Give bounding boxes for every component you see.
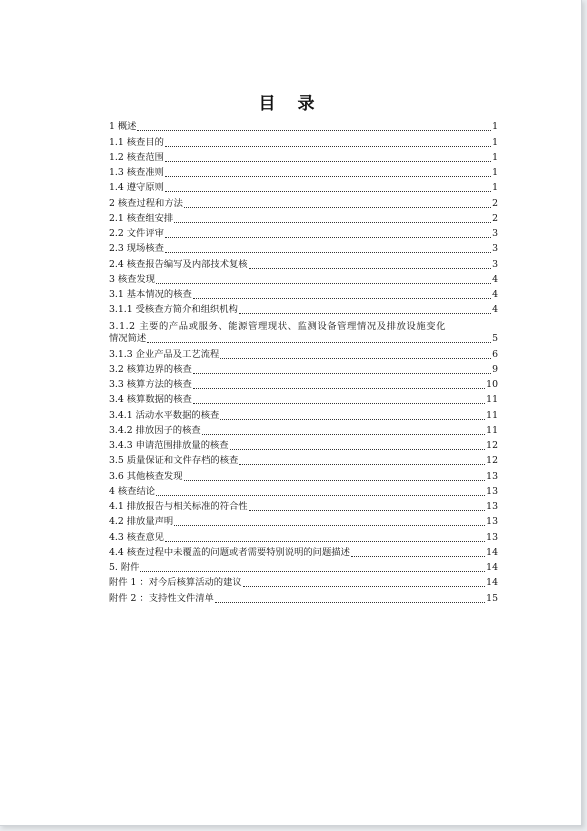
toc-entry[interactable] — [109, 513, 498, 528]
toc-leader — [249, 510, 486, 511]
toc-entry-page: 13 — [486, 501, 498, 512]
toc-entry-text: 1.4 遵守原则 — [109, 182, 164, 194]
toc-leader — [140, 571, 485, 572]
toc-leader — [165, 252, 491, 253]
toc-entry-text: 3.3 核算方法的核查 — [109, 379, 192, 390]
toc-entry-page: 13 — [486, 485, 498, 497]
toc-entry-page: 13 — [486, 470, 498, 482]
toc-entry[interactable] — [109, 194, 498, 209]
page-title: 目 录 — [258, 94, 323, 114]
toc-entry[interactable] — [109, 559, 498, 574]
toc-entry-text: 4.4 核查过程中未覆盖的问题或者需要特别说明的问题描述 — [109, 546, 350, 558]
toc-entry-page: 9 — [492, 363, 498, 375]
toc-entry-text: 3.1.2 主要的产品或服务、能源管理现状、监测设备管理情况及排放设施变化 — [109, 321, 447, 333]
toc-leader — [220, 358, 491, 359]
toc-leader — [165, 191, 491, 192]
toc-leader — [351, 556, 485, 557]
toc-entry-page: 13 — [486, 531, 498, 543]
toc-entry-page: 1 — [492, 151, 498, 163]
toc-entry-page: 1 — [492, 182, 498, 194]
toc-entry-page: 11 — [486, 409, 498, 421]
toc-entry-text-continued: 情况简述 — [109, 333, 147, 345]
toc-entry-page: 1 — [492, 136, 498, 148]
toc-leader — [230, 449, 486, 450]
toc-entry[interactable] — [109, 544, 498, 559]
toc-entry[interactable] — [109, 452, 498, 467]
toc-entry-text: 3.4 核算数据的核查 — [109, 394, 192, 406]
toc-entry-text: 附件 2 ：支持性文件清单 — [109, 592, 214, 604]
toc-entry[interactable] — [109, 574, 498, 589]
toc-entry[interactable] — [109, 286, 498, 301]
toc-entry-page: 2 — [492, 212, 498, 224]
toc-entry-page: 11 — [486, 424, 498, 436]
table-of-contents — [109, 118, 498, 605]
toc-entry-page: 11 — [486, 394, 498, 406]
toc-entry[interactable] — [109, 422, 498, 437]
toc-entry-page: 14 — [486, 577, 498, 589]
toc-entry[interactable] — [109, 133, 498, 148]
toc-leader — [249, 268, 491, 269]
toc-entry-page: 4 — [492, 289, 498, 300]
toc-entry-text: 3.4.2 排放因子的核查 — [109, 424, 201, 436]
toc-leader — [239, 313, 491, 314]
toc-leader — [243, 586, 485, 587]
toc-entry-page: 14 — [486, 546, 498, 558]
toc-entry[interactable] — [109, 316, 498, 345]
toc-leader — [215, 602, 485, 603]
toc-entry-page: 1 — [492, 121, 498, 133]
toc-entry-text: 4.3 核查意见 — [109, 531, 164, 543]
toc-entry-text: 附件 1 ：对今后核算活动的建议 — [109, 577, 242, 589]
toc-entry-second-line — [109, 333, 498, 345]
toc-entry[interactable] — [109, 483, 498, 498]
toc-leader — [165, 237, 491, 238]
toc-entry[interactable] — [109, 498, 498, 513]
toc-leader — [202, 434, 485, 435]
toc-entry[interactable] — [109, 271, 498, 286]
toc-entry-page: 15 — [486, 592, 498, 604]
toc-entry-text: 4 核查结论 — [109, 485, 156, 497]
toc-entry-text: 3.1.1 受核查方简介和组织机构 — [109, 304, 238, 316]
toc-entry-page: 2 — [492, 197, 498, 209]
toc-leader — [174, 525, 485, 526]
toc-leader — [220, 419, 485, 420]
toc-entry[interactable] — [109, 118, 498, 133]
toc-entry-page: 12 — [486, 455, 498, 467]
toc-entry-text: 3 核查发现 — [109, 273, 156, 285]
toc-entry[interactable] — [109, 437, 498, 452]
toc-leader — [174, 222, 491, 223]
toc-entry-page: 6 — [492, 348, 498, 360]
toc-entry-wrapped — [109, 321, 498, 345]
toc-entry[interactable] — [109, 301, 498, 316]
toc-entry-page: 14 — [486, 562, 498, 573]
toc-entry-text: 2 核查过程和方法 — [109, 197, 183, 209]
toc-entry[interactable] — [109, 391, 498, 406]
toc-entry[interactable] — [109, 164, 498, 179]
toc-leader — [156, 283, 491, 284]
toc-entry-text: 3.6 其他核查发现 — [109, 470, 183, 482]
toc-leader — [165, 176, 491, 177]
toc-entry-text: 1.2 核查范围 — [109, 151, 164, 163]
toc-entry-page: 5 — [492, 333, 498, 345]
toc-leader — [156, 495, 485, 496]
toc-entry-page: 3 — [492, 228, 498, 239]
toc-leader — [137, 130, 491, 131]
toc-leader — [193, 388, 485, 389]
toc-entry[interactable] — [109, 406, 498, 421]
toc-entry[interactable] — [109, 240, 498, 255]
toc-entry-text: 1.1 核查目的 — [109, 136, 164, 148]
toc-entry-text: 2.2 文件评审 — [109, 228, 164, 239]
toc-entry-text: 3.4.3 申请范围排放量的核查 — [109, 440, 229, 451]
toc-leader — [147, 342, 491, 343]
toc-entry-text: 3.2 核算边界的核查 — [109, 363, 192, 375]
toc-entry[interactable] — [109, 345, 498, 360]
toc-entry-page: 13 — [486, 516, 498, 528]
toc-entry-text: 5. 附件 — [109, 562, 140, 573]
toc-entry-text: 3.4.1 活动水平数据的核查 — [109, 409, 220, 421]
toc-leader — [165, 161, 491, 162]
toc-entry-text: 3.5 质量保证和文件存档的核查 — [109, 455, 239, 467]
toc-entry[interactable] — [109, 361, 498, 376]
toc-leader — [165, 146, 491, 147]
toc-entry-page: 4 — [492, 273, 498, 285]
toc-entry-page: 1 — [492, 167, 498, 178]
toc-entry-text: 4.1 排放报告与相关标准的符合性 — [109, 501, 248, 512]
toc-entry[interactable] — [109, 528, 498, 543]
toc-entry[interactable] — [109, 467, 498, 482]
toc-entry-page: 10 — [486, 379, 498, 390]
toc-entry[interactable] — [109, 589, 498, 604]
toc-entry-text: 3.1.3 企业产品及工艺流程 — [109, 348, 220, 360]
toc-entry-text: 2.1 核查组安排 — [109, 212, 174, 224]
toc-leader — [165, 541, 485, 542]
toc-entry-page: 4 — [492, 304, 498, 316]
toc-entry-text: 1.3 核查准则 — [109, 167, 164, 178]
toc-entry-page: 3 — [492, 258, 498, 270]
toc-entry-page: 12 — [486, 440, 498, 451]
toc-entry[interactable] — [109, 225, 498, 240]
toc-entry-text: 3.1 基本情况的核查 — [109, 289, 192, 300]
toc-entry[interactable] — [109, 179, 498, 194]
toc-leader — [184, 207, 491, 208]
toc-leader — [193, 403, 485, 404]
toc-leader — [193, 298, 491, 299]
toc-entry-text: 2.4 核查报告编写及内部技术复核 — [109, 258, 248, 270]
toc-entry[interactable] — [109, 149, 498, 164]
toc-entry-text: 1 概述 — [109, 121, 137, 133]
toc-entry-page: 3 — [492, 243, 498, 255]
toc-entry-text: 4.2 排放量声明 — [109, 516, 174, 528]
toc-entry[interactable] — [109, 210, 498, 225]
toc-entry[interactable] — [109, 376, 498, 391]
toc-leader — [184, 480, 486, 481]
toc-entry-text: 2.3 现场核查 — [109, 243, 164, 255]
toc-entry[interactable] — [109, 255, 498, 270]
toc-leader — [193, 373, 491, 374]
toc-leader — [239, 464, 485, 465]
